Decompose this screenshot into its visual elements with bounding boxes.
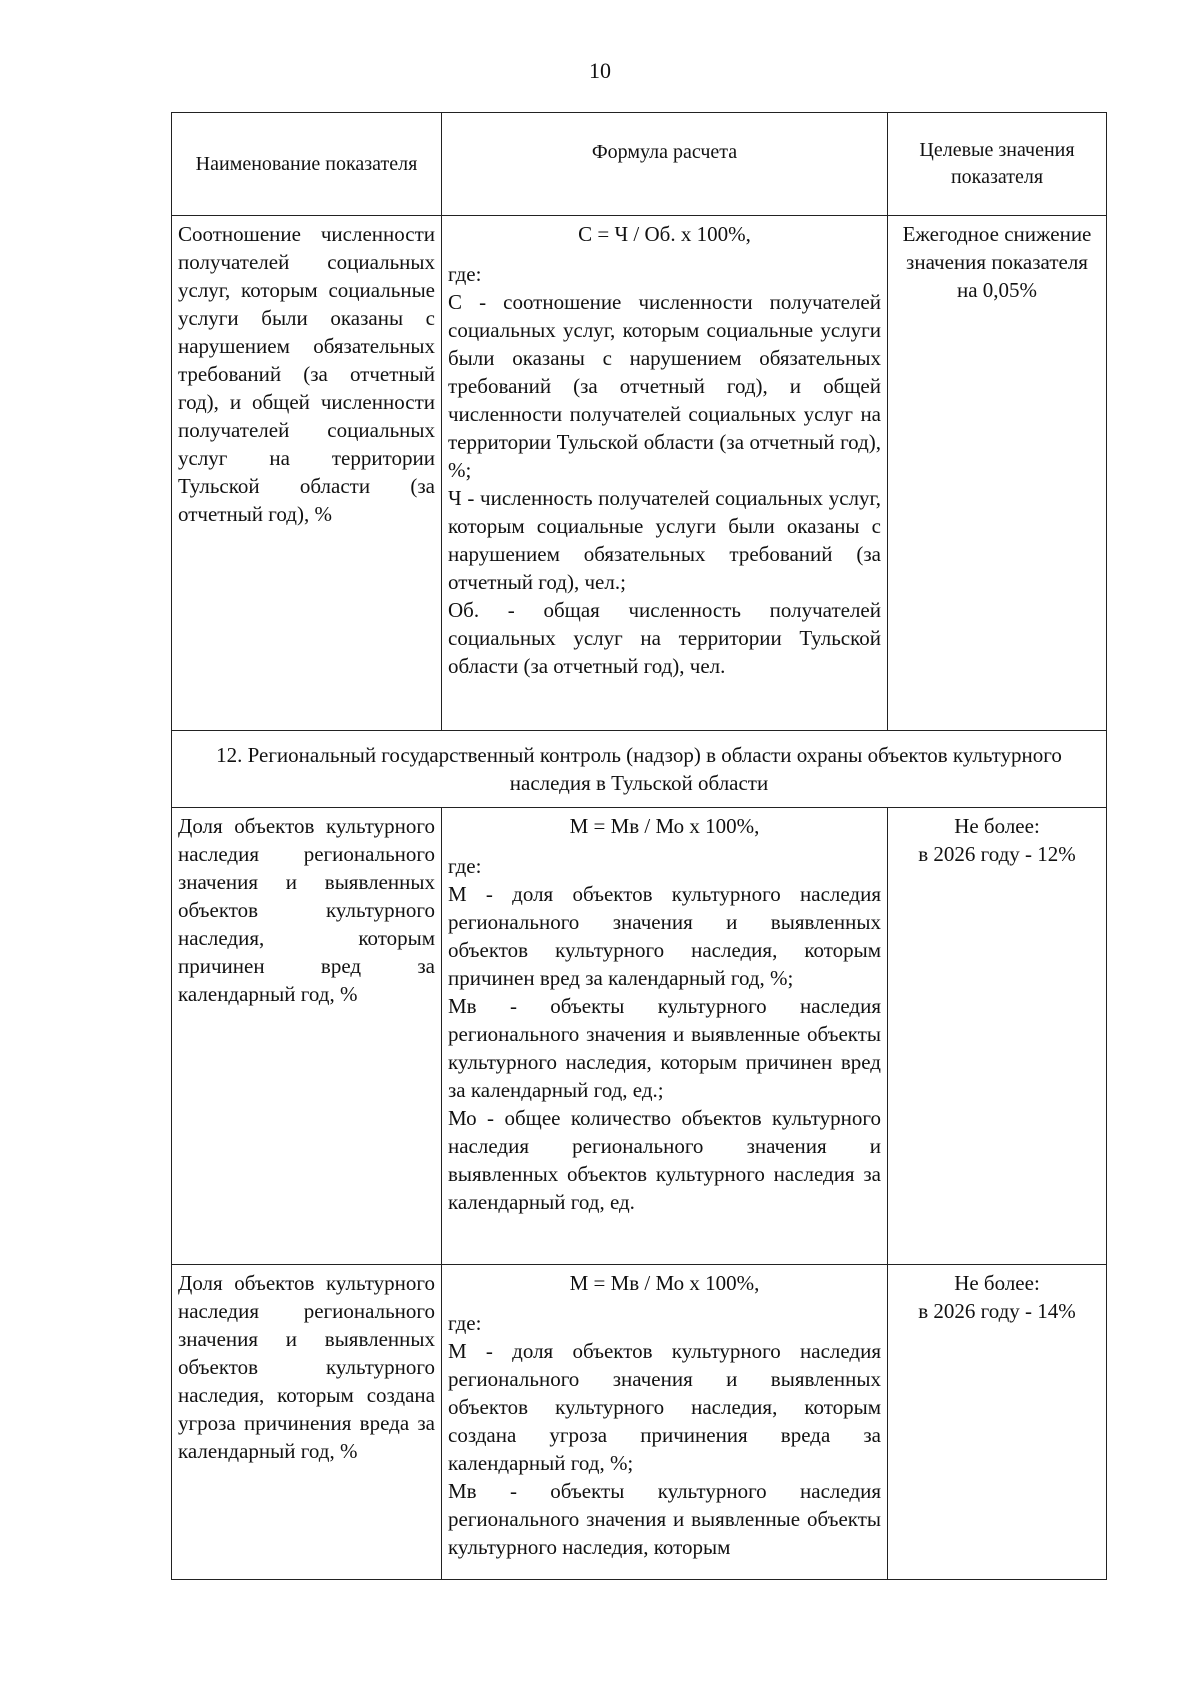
section-row	[172, 731, 1107, 808]
definition: М - доля объектов культурного наследия регионального значения и выявленных объектов культурного наследия, которым создана угроза причинения вреда за календарный год, %;	[448, 1339, 881, 1475]
formula-cell	[442, 216, 888, 731]
formula-cell	[442, 808, 888, 1265]
indicators-table	[171, 112, 1107, 1580]
definition: Мв - объекты культурного наследия регионального значения и выявленные объекты культурного наследия, которым	[448, 1479, 881, 1559]
formula: М = Мв / Мо х 100%,	[569, 1271, 760, 1295]
target-value: Ежегодное снижение значения показателя на 0,05%	[888, 216, 1107, 731]
header-formula: Формула расчета	[442, 113, 888, 216]
target-cell	[888, 1265, 1107, 1580]
page-number: 10	[589, 58, 611, 83]
definition: С - соотношение численности получателей социальных услуг, которым социальные услуги были оказаны с нарушением обязательных требований (за отчетный год), и общей численности получателей социальных услуг на территории Тульской области (за отчетный год), %;	[448, 290, 881, 482]
indicator-name: Доля объектов культурного наследия регионального значения и выявленных объектов культурного наследия, которым создана угроза причинения вреда за календарный год, %	[172, 1265, 442, 1580]
target-label: Не более:	[954, 814, 1040, 838]
definition: Об. - общая численность получателей социальных услуг на территории Тульской области (за отчетный год), чел.	[448, 598, 881, 678]
target-value: в 2026 году - 14%	[918, 1299, 1076, 1323]
where-label: где:	[448, 262, 482, 286]
table-row	[172, 808, 1107, 1265]
section-title: 12. Региональный государственный контроль (надзор) в области охраны объектов культурного наследия в Тульской области	[172, 731, 1107, 808]
where-label: где:	[448, 854, 482, 878]
target-cell	[888, 808, 1107, 1265]
definition: М - доля объектов культурного наследия регионального значения и выявленных объектов культурного наследия, которым причинен вред за календарный год, %;	[448, 882, 881, 990]
where-label: где:	[448, 1311, 482, 1335]
table-header-row	[172, 113, 1107, 216]
indicator-name: Соотношение численности получателей социальных услуг, которым социальные услуги были оказаны с нарушением обязательных требований (за отчетный год), и общей численности получателей социальных услуг на территории Тульской области (за отчетный год), %	[172, 216, 442, 731]
definition: Мо - общее количество объектов культурного наследия регионального значения и выявленных объектов культурного наследия за календарный год, ед.	[448, 1106, 881, 1214]
formula: М = Мв / Мо х 100%,	[569, 814, 760, 838]
target-value: в 2026 году - 12%	[918, 842, 1076, 866]
definition: Мв - объекты культурного наследия регионального значения и выявленные объекты культурного наследия, которым причинен вред за календарный год, ед.;	[448, 994, 881, 1102]
definition: Ч - численность получателей социальных услуг, которым социальные услуги были оказаны с нарушением обязательных требований (за отчетный год), чел.;	[448, 486, 881, 594]
formula: С = Ч / Об. х 100%,	[578, 222, 751, 246]
header-target: Целевые значения показателя	[888, 113, 1107, 216]
formula-cell	[442, 1265, 888, 1580]
target-label: Не более:	[954, 1271, 1040, 1295]
table-row	[172, 1265, 1107, 1580]
table-row	[172, 216, 1107, 731]
indicator-name: Доля объектов культурного наследия регионального значения и выявленных объектов культурного наследия, которым причинен вред за календарный год, %	[172, 808, 442, 1265]
header-name: Наименование показателя	[172, 113, 442, 216]
